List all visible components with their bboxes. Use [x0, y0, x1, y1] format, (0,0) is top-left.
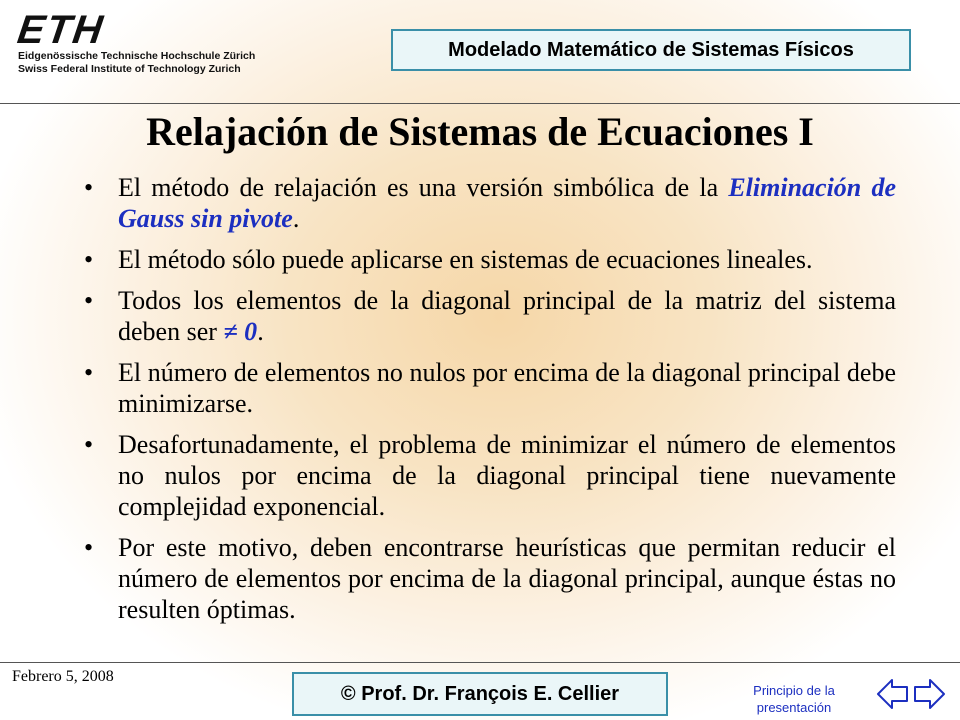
bullet-marker: • [84, 430, 94, 459]
eth-logo-mark: ETH [14, 8, 108, 52]
bullet-4-text: El número de elementos no nulos por encima de la diagonal principal debe minimizarse. [118, 358, 896, 418]
bullet-marker: • [84, 286, 94, 315]
bullet-marker: • [84, 245, 94, 274]
bullet-list [84, 172, 896, 635]
slide-navigation [876, 676, 946, 712]
header-divider [0, 103, 960, 104]
copyright-box: © Prof. Dr. François E. Cellier [292, 672, 668, 716]
slide-title: Relajación de Sistemas de Ecuaciones I [146, 109, 814, 154]
bullet-marker: • [84, 533, 94, 562]
bullet-item-6 [84, 532, 896, 625]
eth-logo-line-2: Swiss Federal Institute of Technology Zurich [18, 63, 241, 75]
footer-divider [0, 662, 960, 663]
bullet-item-3 [84, 285, 896, 347]
bullet-6-text: Por este motivo, deben encontrarse heurísticas que permitan reducir el número de elementos por encima de la diagonal principal, aunque éstas no resulten óptimas. [118, 533, 896, 624]
eth-logo [14, 8, 258, 82]
bullet-marker: • [84, 173, 94, 202]
bullet-item-4 [84, 357, 896, 419]
course-title: Modelado Matemático de Sistemas Físicos [448, 39, 854, 61]
bullet-5-text: Desafortunadamente, el problema de minimizar el número de elementos no nulos por encima de la diagonal principal tiene nuevamente complejidad exponencial. [118, 430, 896, 521]
bullet-item-1 [84, 172, 896, 234]
bullet-marker: • [84, 358, 94, 387]
bullet-item-2 [84, 244, 896, 275]
bullet-1-emphasis: Eliminación de Gauss sin pivote [118, 173, 896, 233]
start-of-presentation-link[interactable]: Principio de la presentación [753, 683, 835, 715]
arrow-right-outline-icon[interactable] [912, 676, 946, 712]
bullet-3-emphasis: ≠ 0 [223, 317, 258, 346]
bullet-item-5 [84, 429, 896, 522]
bullet-1-tail: . [292, 204, 300, 233]
footer-date: Febrero 5, 2008 [12, 668, 114, 685]
arrow-left-outline-icon[interactable] [876, 676, 910, 712]
bullet-3-tail: . [257, 317, 264, 346]
bullet-3-text: Todos los elementos de la diagonal principal de la matriz del sistema deben ser [118, 286, 896, 346]
eth-logo-line-1: Eidgenössische Technische Hochschule Zürich [18, 50, 256, 62]
bullet-2-text: El método sólo puede aplicarse en sistemas de ecuaciones lineales. [118, 245, 813, 274]
bullet-1-text: El método de relajación es una versión simbólica de la [118, 173, 729, 202]
